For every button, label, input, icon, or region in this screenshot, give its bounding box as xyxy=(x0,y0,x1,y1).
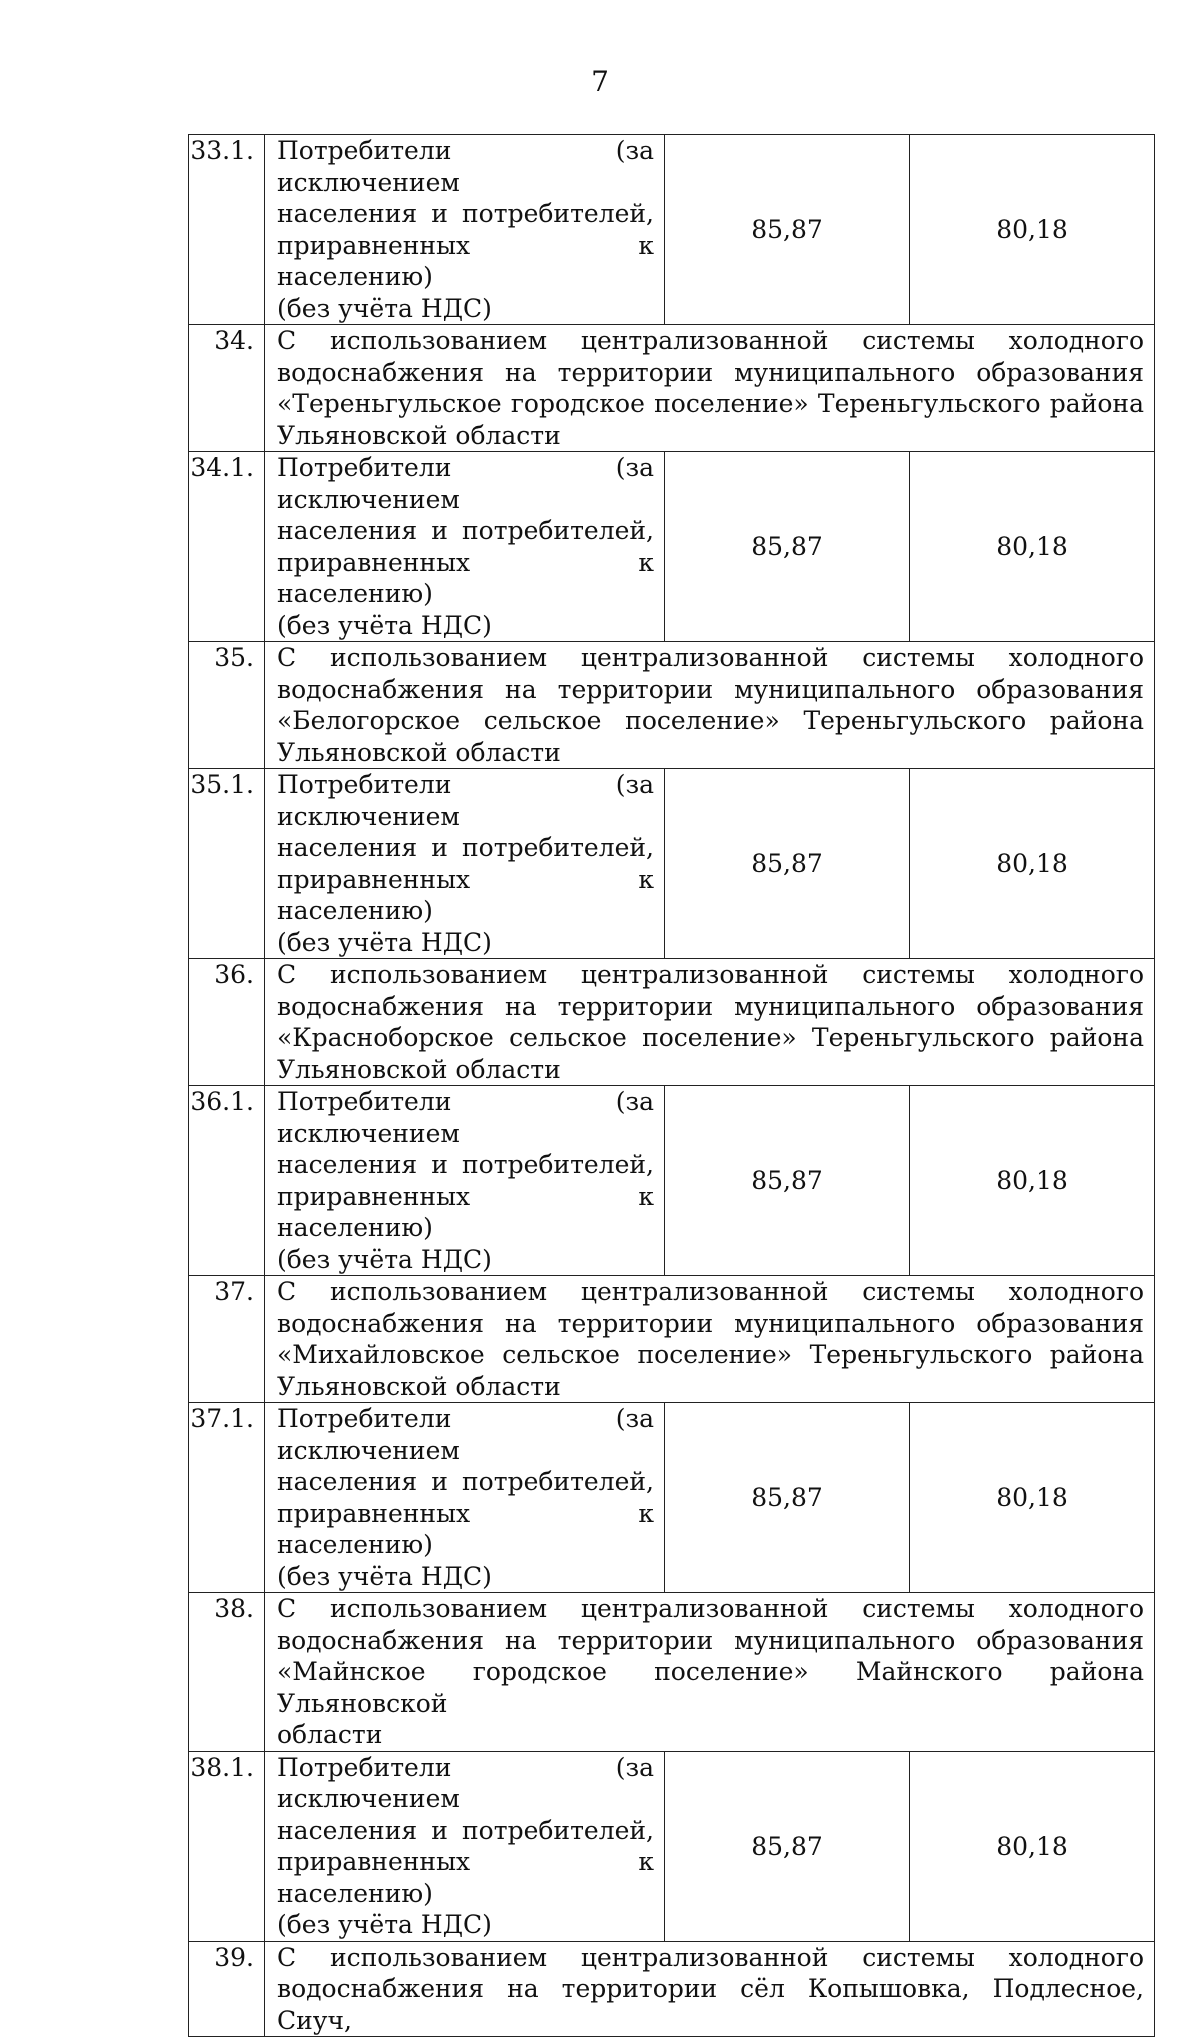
group-description xyxy=(265,1941,1155,2037)
row-number: 35. xyxy=(189,642,265,769)
tariff-value-1: 85,87 xyxy=(665,1751,910,1941)
tariff-row xyxy=(189,1403,1155,1593)
tariff-row xyxy=(189,135,1155,325)
description-line: С использованием централизованной системы холодного xyxy=(277,1942,1144,1972)
tariff-row xyxy=(189,452,1155,642)
consumer-description xyxy=(265,1086,665,1276)
description-line: (без учёта НДС) xyxy=(277,1244,492,1274)
description-line: (без учёта НДС) xyxy=(277,1561,492,1591)
description-line: С использованием централизованной системы холодного xyxy=(277,326,1144,355)
tariff-value-1: 85,87 xyxy=(665,1403,910,1593)
description-line: С использованием централизованной системы холодного xyxy=(277,643,1144,672)
tariff-value-2: 80,18 xyxy=(910,769,1155,959)
description-line: водоснабжения на территории муниципального образования xyxy=(277,991,1144,1021)
group-description xyxy=(265,642,1155,769)
page-number: 7 xyxy=(591,65,609,98)
group-description xyxy=(265,325,1155,452)
description-line: «Тереньгульское городское поселение» Тереньгульского района xyxy=(277,389,1144,418)
description-line: населения и потребителей, xyxy=(277,516,654,545)
group-header-row xyxy=(189,325,1155,452)
tariff-value-2: 80,18 xyxy=(910,452,1155,642)
consumer-description xyxy=(265,1403,665,1593)
group-description xyxy=(265,959,1155,1086)
consumer-description xyxy=(265,769,665,959)
row-number: 33.1. xyxy=(189,135,265,325)
row-number: 38. xyxy=(189,1593,265,1752)
description-line: (без учёта НДС) xyxy=(277,293,492,323)
group-header-row xyxy=(189,642,1155,769)
tariff-table xyxy=(188,134,1155,2037)
row-number: 39. xyxy=(189,1941,265,2037)
group-header-row xyxy=(189,1593,1155,1752)
tariff-value-2: 80,18 xyxy=(910,1751,1155,1941)
tariff-value-2: 80,18 xyxy=(910,1086,1155,1276)
description-line: населения и потребителей, xyxy=(277,1150,654,1179)
row-number: 34.1. xyxy=(189,452,265,642)
tariff-row xyxy=(189,1086,1155,1276)
description-line: приравненных к населению) xyxy=(277,1181,654,1242)
description-line: Ульяновской области xyxy=(277,420,561,450)
description-line: Потребители (за исключением xyxy=(277,1752,654,1813)
tariff-row xyxy=(189,1751,1155,1941)
row-number: 38.1. xyxy=(189,1751,265,1941)
description-line: области xyxy=(277,1720,383,1749)
description-line: «Белогорское сельское поселение» Тереньгульского района xyxy=(277,706,1144,735)
tariff-value-1: 85,87 xyxy=(665,769,910,959)
tariff-row xyxy=(189,769,1155,959)
description-line: Ульяновской области xyxy=(277,737,561,767)
description-line: приравненных к населению) xyxy=(277,230,654,291)
description-line: (без учёта НДС) xyxy=(277,1910,492,1939)
description-line: водоснабжения на территории муниципального образования xyxy=(277,357,1144,387)
description-line: «Михайловское сельское поселение» Тереньгульского района xyxy=(277,1340,1144,1369)
consumer-description xyxy=(265,452,665,642)
description-line: Потребители (за исключением xyxy=(277,136,654,197)
description-line: населения и потребителей, xyxy=(277,833,654,862)
description-line: приравненных к населению) xyxy=(277,1498,654,1559)
description-line: «Майнское городское поселение» Майнского района Ульяновской xyxy=(277,1657,1144,1718)
tariff-value-2: 80,18 xyxy=(910,135,1155,325)
tariff-value-1: 85,87 xyxy=(665,1086,910,1276)
description-line: населения и потребителей, xyxy=(277,1815,654,1845)
description-line: водоснабжения на территории сёл Копышовка, Подлесное, Сиуч, xyxy=(277,1974,1144,2035)
description-line: Ульяновской области xyxy=(277,1054,561,1084)
description-line: Потребители (за исключением xyxy=(277,770,654,831)
description-line: «Красноборское сельское поселение» Тереньгульского района xyxy=(277,1023,1144,1052)
description-line: Потребители (за исключением xyxy=(277,1404,654,1465)
description-line: Потребители (за исключением xyxy=(277,1087,654,1148)
description-line: С использованием централизованной системы холодного xyxy=(277,1594,1144,1623)
tariff-value-1: 85,87 xyxy=(665,452,910,642)
row-number: 37. xyxy=(189,1276,265,1403)
description-line: приравненных к населению) xyxy=(277,1847,654,1908)
row-number: 35.1. xyxy=(189,769,265,959)
tariff-value-1: 85,87 xyxy=(665,135,910,325)
description-line: приравненных к населению) xyxy=(277,864,654,925)
tariff-value-2: 80,18 xyxy=(910,1403,1155,1593)
group-description xyxy=(265,1276,1155,1403)
row-number: 36.1. xyxy=(189,1086,265,1276)
description-line: Потребители (за исключением xyxy=(277,453,654,514)
description-line: водоснабжения на территории муниципального образования xyxy=(277,1625,1144,1655)
description-line: (без учёта НДС) xyxy=(277,610,492,640)
group-description xyxy=(265,1593,1155,1752)
description-line: С использованием централизованной системы холодного xyxy=(277,960,1144,989)
group-header-row xyxy=(189,959,1155,1086)
consumer-description xyxy=(265,135,665,325)
consumer-description xyxy=(265,1751,665,1941)
row-number: 34. xyxy=(189,325,265,452)
description-line: (без учёта НДС) xyxy=(277,927,492,957)
row-number: 37.1. xyxy=(189,1403,265,1593)
group-header-row xyxy=(189,1941,1155,2037)
description-line: приравненных к населению) xyxy=(277,547,654,608)
description-line: населения и потребителей, xyxy=(277,1467,654,1496)
row-number: 36. xyxy=(189,959,265,1086)
group-header-row xyxy=(189,1276,1155,1403)
description-line: водоснабжения на территории муниципального образования xyxy=(277,1308,1144,1338)
description-line: Ульяновской области xyxy=(277,1371,561,1401)
description-line: водоснабжения на территории муниципального образования xyxy=(277,674,1144,704)
description-line: населения и потребителей, xyxy=(277,199,654,228)
description-line: С использованием централизованной системы холодного xyxy=(277,1277,1144,1306)
